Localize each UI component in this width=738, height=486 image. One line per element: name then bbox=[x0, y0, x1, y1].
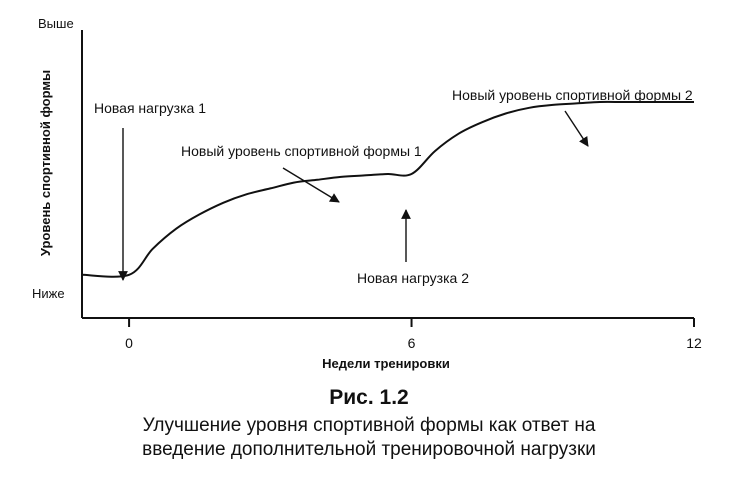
figure-caption-line-1: Улучшение уровня спортивной формы как ответ на bbox=[142, 415, 596, 436]
y-tick-bottom-label: Ниже bbox=[32, 286, 65, 301]
annotation-arrow-new-fitness-level-2 bbox=[565, 111, 588, 146]
x-ticks bbox=[125, 318, 702, 351]
x-axis-label: Недели тренировки bbox=[322, 356, 450, 371]
annotation-new-load-1: Новая нагрузка 1 bbox=[94, 100, 206, 116]
fitness-level-line bbox=[82, 102, 694, 277]
x-tick-label: 6 bbox=[407, 335, 416, 351]
figure-caption bbox=[0, 414, 738, 462]
annotation-arrow-new-fitness-level-1 bbox=[283, 168, 339, 202]
annotation-new-load-2: Новая нагрузка 2 bbox=[357, 270, 469, 286]
y-tick-top-label: Выше bbox=[38, 16, 74, 31]
annotation-new-fitness-level-1: Новый уровень спортивной формы 1 bbox=[181, 143, 422, 159]
x-tick-label: 12 bbox=[686, 335, 702, 351]
y-axis-label: Уровень спортивной формы bbox=[38, 69, 53, 257]
figure-caption-line-2: введение дополнительной тренировочной нагрузки bbox=[142, 439, 596, 460]
figure-label: Рис. 1.2 bbox=[329, 386, 409, 409]
annotation-new-fitness-level-2: Новый уровень спортивной формы 2 bbox=[452, 87, 693, 103]
x-tick-label: 0 bbox=[125, 335, 133, 351]
